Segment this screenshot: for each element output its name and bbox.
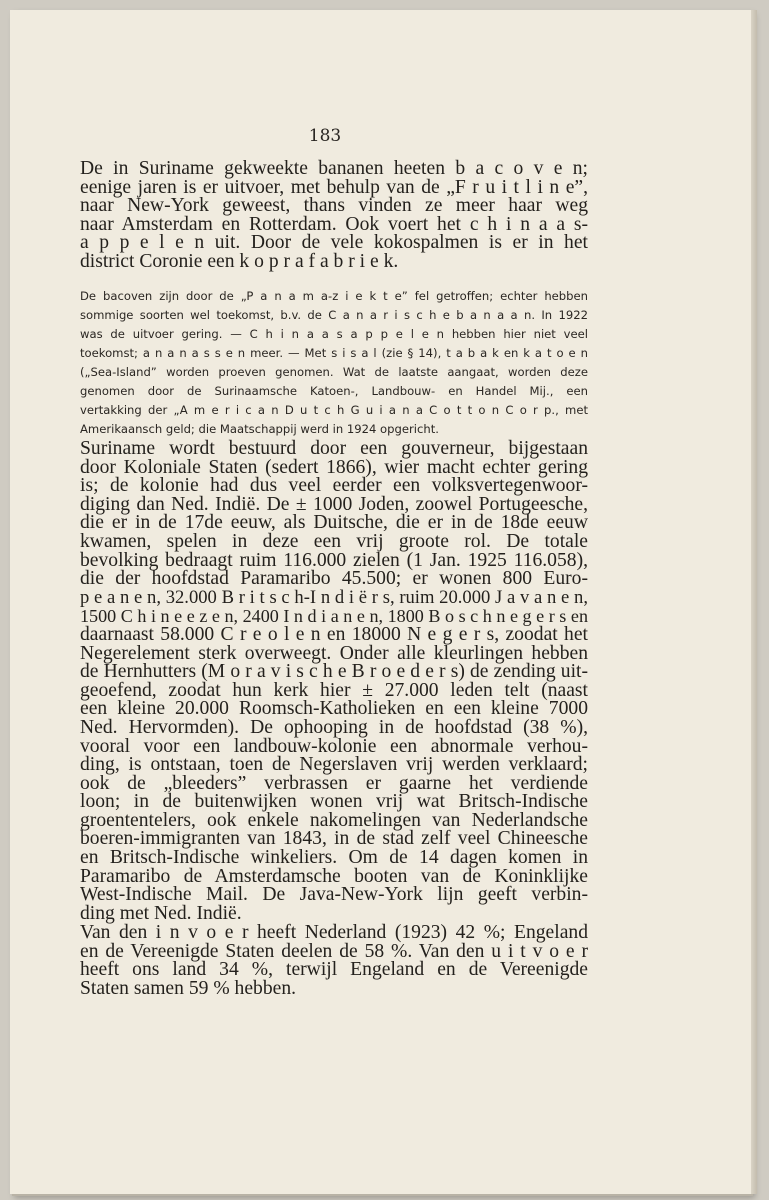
page-number: 183 xyxy=(308,126,342,146)
paragraph-bananas xyxy=(80,160,588,272)
text-line: Suriname wordt bestuurd door een gouverneur, bijgestaan xyxy=(80,438,588,459)
paragraph-government xyxy=(80,440,588,923)
text-line: a p p e l e n uit. Door de vele kokospalmen is er in het xyxy=(80,232,588,254)
text-line: 1500 C h i n e e z e n, 2400 I n d i a n e n, 1800 B o s c h n e g e r s en xyxy=(80,606,588,627)
text-line: diging dan Ned. Indië. De ± 1000 Joden, zoowel Portugeesche, xyxy=(80,493,588,515)
note-line: Amerikaansch geld; die Maatschappij werd in 1924 opgericht. xyxy=(80,422,439,436)
text-line: Ned. Hervormden). De ophooping in de hoofdstad (38 %), xyxy=(80,716,588,738)
text-line: ook de „bleeders” verbrassen er gaarne het verdiende xyxy=(80,772,588,794)
text-line: Negerelement sterk overweegt. Onder alle kleurlingen hebben xyxy=(80,642,588,664)
text-line: vooral voor een landbouw-kolonie een abnormale verhou- xyxy=(80,735,588,757)
text-line: ding, is ontstaan, toen de Negerslaven vrij werden verklaard; xyxy=(80,754,588,776)
text-line: bevolking bedraagt ruim 116.000 zielen (1 Jan. 1925 116.058), xyxy=(80,549,588,571)
text-line: Staten samen 59 % hebben. xyxy=(80,977,297,999)
text-line: boeren-immigranten van 1843, in de stad zelf veel Chineesche xyxy=(80,828,588,850)
text-line: district Coronie een k o p r a f a b r i e k. xyxy=(80,250,399,272)
text-line: Van den i n v o e r heeft Nederland (1923) 42 %; Engeland xyxy=(80,922,588,943)
text-line: heeft ons land 34 %, terwijl Engeland en de Vereenigde xyxy=(80,959,588,981)
text-line: geoefend, zoodat hun kerk hier ± 27.000 leden telt (naast xyxy=(80,679,588,701)
note-line: sommige soorten wel toekomst, b.v. de C a n a r i s c h e b a n a a n. In 1922 xyxy=(80,308,588,322)
text-line: Paramaribo de Amsterdamsche booten van de Koninklijke xyxy=(80,865,588,887)
text-line: De in Suriname gekweekte bananen heeten b a c o v e n; xyxy=(80,158,588,179)
text-line: kwamen, spelen in deze een vrij groote rol. De totale xyxy=(80,530,588,552)
text-line: eenige jaren is er uitvoer, met behulp van de „F r u i t l i n e”, xyxy=(80,176,588,198)
text-line: die er in de 17de eeuw, als Duitsche, die er in de 18de eeuw xyxy=(80,512,588,534)
text-line: West-Indische Mail. De Java-New-York lijn geeft verbin- xyxy=(80,884,588,906)
text-line: is; de kolonie had dus veel eerder een volksvertegenwoor- xyxy=(80,475,588,497)
text-line: een kleine 20.000 Roomsch-Katholieken en een kleine 7000 xyxy=(80,698,588,720)
text-line: groententelers, ook enkele nakomelingen van Nederlandsche xyxy=(80,809,588,831)
text-line: daarnaast 58.000 C r e o l e n en 18000 N e g e r s, zoodat het xyxy=(80,623,588,645)
text-line: p e a n e n, 32.000 B r i t s c h-I n d i ë r s, ruim 20.000 J a v a n e n, xyxy=(80,586,588,608)
text-line: en Britsch-Indische winkeliers. Om de 14 dagen komen in xyxy=(80,847,588,869)
text-line: loon; in de buitenwijken wonen vrij wat Britsch-Indische xyxy=(80,791,588,813)
footnote-paragraph xyxy=(80,287,588,439)
text-line: naar Amsterdam en Rotterdam. Ook voert het c h i n a a s- xyxy=(80,213,588,235)
text-line: en de Vereenigde Staten deelen de 58 %. Van den u i t v o e r xyxy=(80,940,588,962)
text-line: ding met Ned. Indië. xyxy=(80,902,242,924)
note-line: De bacoven zijn door de „P a n a m a-z i e k t e” fel getroffen; echter hebben xyxy=(80,289,588,303)
text-line: naar New-York geweest, thans vinden ze meer haar weg xyxy=(80,195,588,217)
note-line: toekomst; a n a n a s s e n meer. — Met s i s a l (zie § 14), t a b a k en k a t o e n xyxy=(80,346,588,360)
text-line: die der hoofdstad Paramaribo 45.500; er wonen 800 Euro- xyxy=(80,568,588,590)
text-line: de Hernhutters (M o r a v i s c h e B r o e d e r s) de zending uit- xyxy=(80,661,588,683)
text-line: door Koloniale Staten (sedert 1866), wier macht echter gering xyxy=(80,456,588,478)
note-line: vertakking der „A m e r i c a n D u t c h G u i a n a C o t t o n C o r p., met xyxy=(80,403,588,417)
paragraph-trade xyxy=(80,924,588,998)
note-line: („Sea-Island” worden proeven genomen. Wat de laatste aangaat, worden deze xyxy=(80,365,588,379)
page-edge xyxy=(751,10,757,1194)
note-line: genomen door de Surinaamsche Katoen-, Landbouw- en Handel Mij., een xyxy=(80,384,588,398)
note-line: was de uitvoer gering. — C h i n a a s a p p e l e n hebben hier niet veel xyxy=(80,327,588,341)
